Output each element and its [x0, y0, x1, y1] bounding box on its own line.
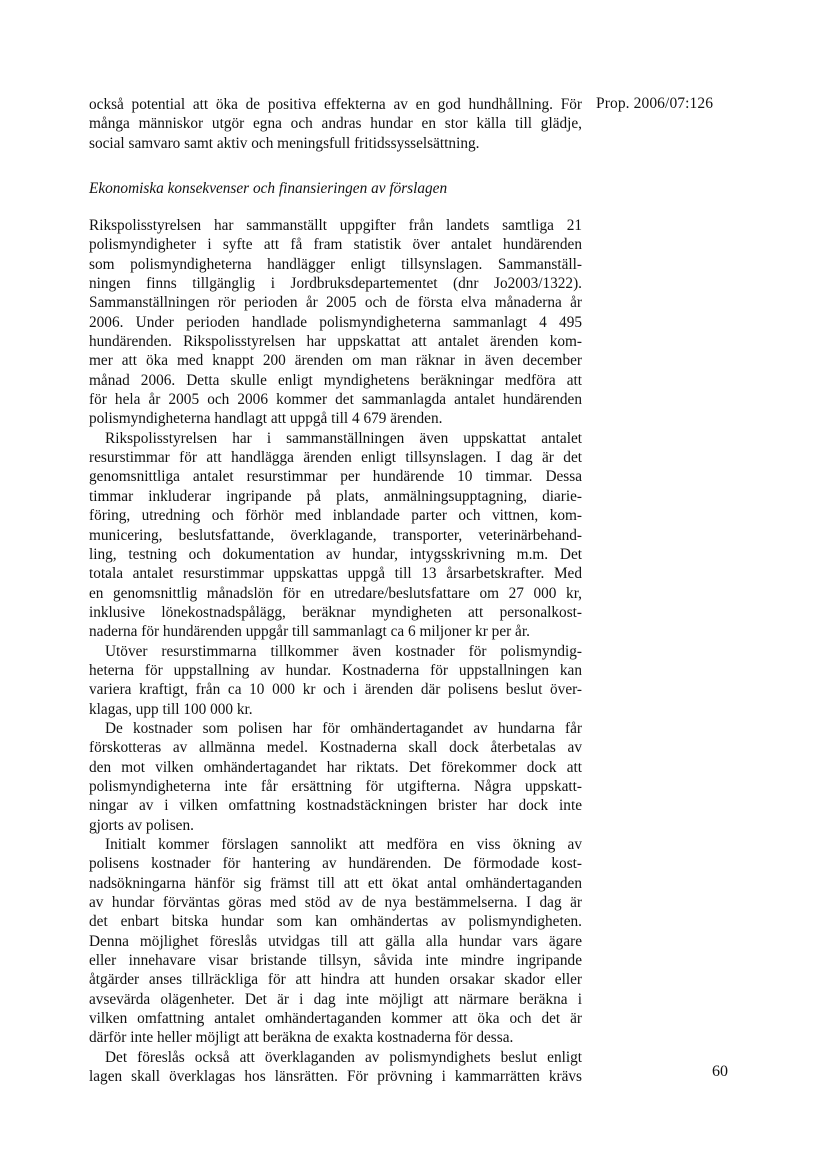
- text-line: Det föreslås också att överklaganden av polismyndighets beslut enligt: [105, 1048, 582, 1066]
- text-line: ningen finns tillgänglig i Jordbruksdepartementet (dnr Jo2003/1322).: [89, 275, 582, 293]
- text-line: lagen skall överklagas hos länsrätten. För prövning i kammarrätten krävs: [89, 1068, 582, 1086]
- text-line: av hundar förväntas göras med stöd av de nya bestämmelserna. I dag är: [89, 894, 582, 912]
- text-line: många människor utgör egna och andras hundar en stor källa till glädje,: [89, 115, 582, 133]
- text-line: föring, utredning och förhör med inblandade parter och vittnen, kom-: [89, 507, 582, 525]
- text-line: resurstimmar för att handlägga ärenden enligt tillsynslagen. I dag är det: [89, 449, 582, 467]
- page-number: 60: [712, 1063, 728, 1080]
- text-line: Initialt kommer förslagen sannolikt att medföra en viss ökning av: [105, 836, 582, 853]
- text-line: Rikspolisstyrelsen har i sammanställningen även uppskattat antalet: [105, 429, 582, 447]
- text-line: polismyndigheter i syfte att få fram statistik över antalet hundärenden: [89, 236, 582, 254]
- text-line: Rikspolisstyrelsen har sammanställt uppgifter från landets samtliga 21: [89, 217, 582, 234]
- text-line: den mot vilken omhändertagandet har riktats. Det förekommer dock att: [89, 758, 582, 776]
- text-line: klagas, upp till 100 000 kr.: [89, 700, 253, 718]
- text-line: naderna för hundärenden uppgår till sammanlagt ca 6 miljoner kr per år.: [89, 623, 530, 641]
- text-line: social samvaro samt aktiv och meningsfull fritidssysselsättning.: [89, 134, 480, 152]
- text-line: hundärenden. Rikspolisstyrelsen har uppskattat att antalet ärenden kom-: [89, 333, 582, 351]
- text-line: Utöver resurstimmarna tillkommer även kostnader för polismyndig-: [105, 642, 582, 660]
- text-line: municering, beslutsfattande, överklagande, transporter, veterinärbehand-: [89, 526, 582, 544]
- text-line: inklusive lönekostnadspålägg, beräknar myndigheten att personalkost-: [89, 603, 582, 621]
- text-line: månad 2006. Detta skulle enligt myndighetens beräkningar medföra att: [89, 371, 582, 389]
- text-line: ningar av i vilken omfattning kostnadstäckningen brister har dock inte: [89, 797, 582, 815]
- text-line: 2006. Under perioden handlade polismyndigheterna sammanlagt 4 495: [89, 313, 582, 331]
- text-line: gjorts av polisen.: [89, 816, 194, 834]
- text-line: De kostnader som polisen har för omhändertagandet av hundarna får: [105, 719, 582, 737]
- text-line: heterna för uppstallning av hundar. Kostnaderna för uppstallningen kan: [89, 661, 582, 679]
- text-line: genomsnittliga antalet resurstimmar per hundärende 10 timmar. Dessa: [89, 468, 582, 486]
- proposition-reference: Prop. 2006/07:126: [596, 95, 714, 112]
- text-line: ling, testning och dokumentation av hundar, intygsskrivning m.m. Det: [89, 545, 582, 563]
- text-line: polismyndigheterna handlagt att uppgå till 4 679 ärenden.: [89, 410, 443, 428]
- text-line: totala antalet resurstimmar uppskattas uppgå till 13 årsarbetskrafter. Med: [89, 565, 582, 583]
- text-line: för hela år 2005 och 2006 kommer det sammanlagda antalet hundärenden: [89, 391, 582, 409]
- section-body: [89, 216, 582, 1086]
- text-line: nadsökningarna hänför sig främst till att ett ökat antal omhändertaganden: [89, 874, 582, 892]
- intro-paragraph: [89, 95, 582, 153]
- text-line: Sammanställningen rör perioden år 2005 och de första elva månaderna år: [89, 294, 582, 312]
- text-line: polisens kostnader för hantering av hundärenden. De förmodade kost-: [89, 855, 582, 873]
- text-line: vilken omfattning antalet omhändertaganden kommer att öka och det är: [89, 1010, 582, 1028]
- text-line: därför inte heller möjligt att beräkna de exakta kostnaderna för dessa.: [89, 1029, 514, 1047]
- text-line: variera kraftigt, från ca 10 000 kr och i ärenden där polisens beslut över-: [89, 681, 582, 699]
- text-line: också potential att öka de positiva effekterna av en god hundhållning. För: [89, 96, 582, 113]
- text-line: Denna möjlighet föreslås utvidgas till att gälla alla hundar vars ägare: [89, 932, 582, 950]
- text-line: mer att öka med knappt 200 ärenden om man räknar in även december: [89, 352, 582, 370]
- text-line: det enbart bitska hundar som kan omhändertas av polismyndigheten.: [89, 913, 582, 931]
- text-line: polismyndigheterna inte får ersättning för utgifterna. Några uppskatt-: [89, 777, 582, 795]
- text-line: en genomsnittlig månadslön för en utredare/beslutsfattare om 27 000 kr,: [89, 584, 582, 602]
- text-line: avsevärda olägenheter. Det är i dag inte möjligt att närmare beräkna i: [89, 990, 582, 1008]
- text-line: förskotteras av allmänna medel. Kostnaderna skall dock återbetalas av: [89, 739, 582, 757]
- text-line: timmar inkluderar ingripande på plats, anmälningsupptagning, diarie-: [89, 487, 582, 505]
- text-line: som polismyndigheterna handlägger enligt tillsynslagen. Sammanställ-: [89, 255, 582, 273]
- text-line: åtgärder anses tillräckliga för att hindra att hunden orsakar skador eller: [89, 971, 582, 989]
- text-line: eller innehavare visar bristande tillsyn, såvida inte mindre ingripande: [89, 952, 582, 970]
- section-heading: Ekonomiska konsekvenser och finansieringen av förslagen: [89, 180, 448, 197]
